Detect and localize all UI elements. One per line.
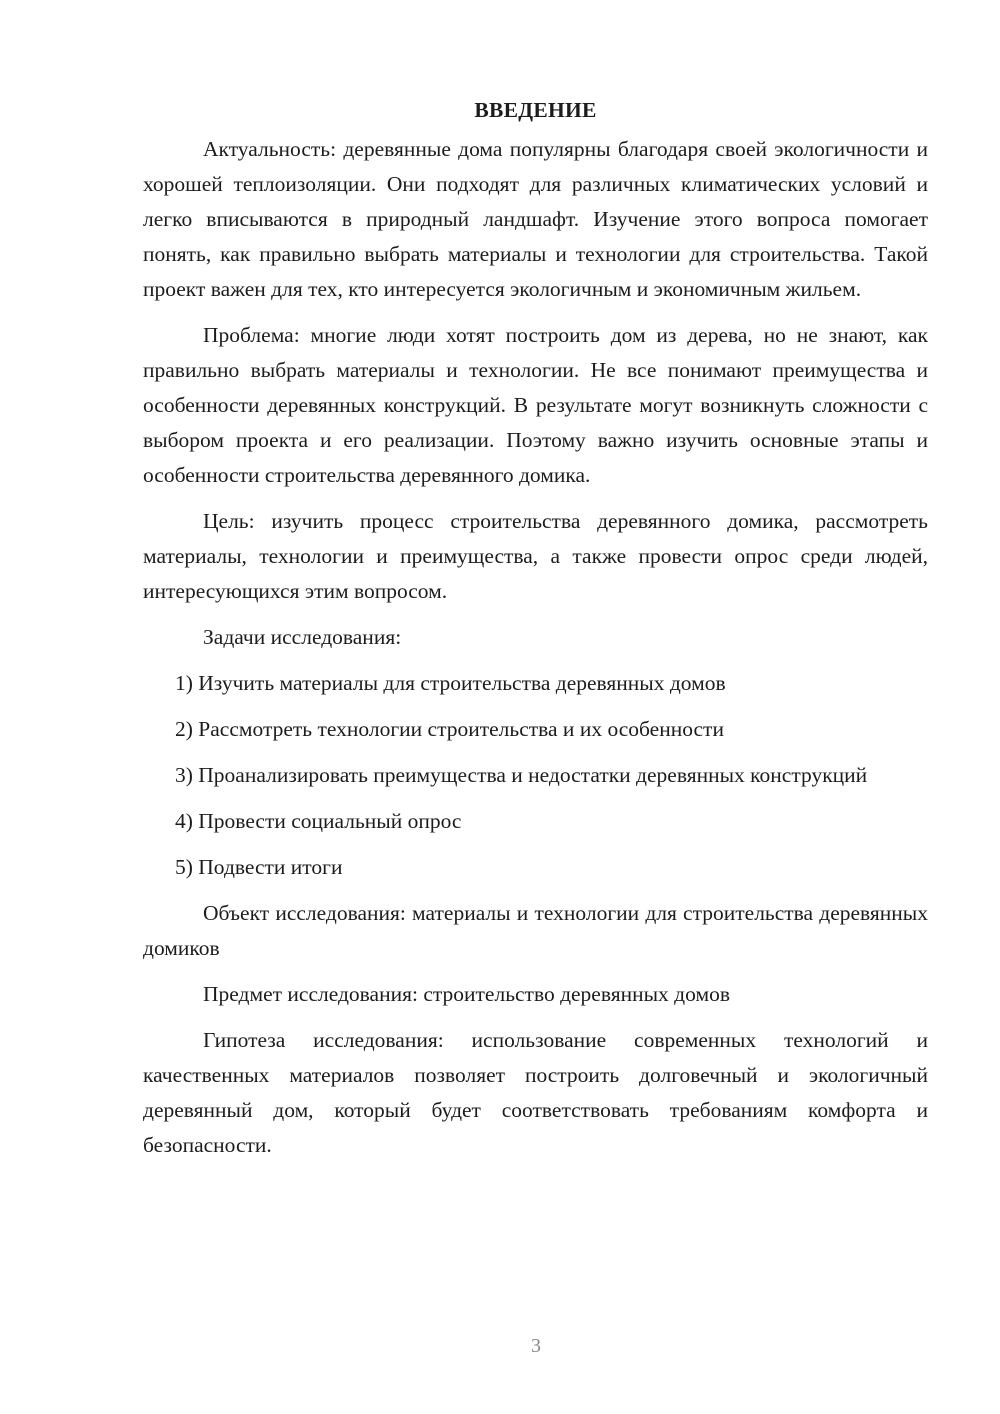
list-item: 3) Проанализировать преимущества и недостатки деревянных конструкций bbox=[175, 763, 868, 787]
tasks-heading: Задачи исследования: bbox=[203, 625, 402, 649]
object-paragraph: Объект исследования: материалы и технологии для строительства деревянных домиков bbox=[143, 901, 928, 960]
list-item: 4) Провести социальный опрос bbox=[175, 809, 462, 833]
problem-paragraph: Проблема: многие люди хотят построить дом из дерева, но не знают, как правильно выбрать материалы и технологии. Не все понимают преимущества и особенности деревянных конструкций. В результате могут возникнуть сложности с выбором проекта и его реализации. Поэтому важно изучить основные этапы и особенности строительства деревянного домика. bbox=[143, 323, 928, 487]
list-item: 2) Рассмотреть технологии строительства и их особенности bbox=[175, 717, 724, 741]
hypothesis-paragraph: Гипотеза исследования: использование современных технологий и качественных материалов позволяет построить долговечный и экологичный деревянный дом, который будет соответствовать требованиям комфорта и безопасности. bbox=[143, 1028, 928, 1157]
goal-paragraph: Цель: изучить процесс строительства деревянного домика, рассмотреть материалы, технологии и преимущества, а также провести опрос среди людей, интересующихся этим вопросом. bbox=[143, 509, 928, 603]
list-item: 5) Подвести итоги bbox=[175, 855, 343, 879]
document-body bbox=[143, 96, 928, 1174]
relevance-paragraph: Актуальность: деревянные дома популярны благодаря своей экологичности и хорошей теплоизоляции. Они подходят для различных климатических условий и легко вписываются в природный ландшафт. Изучение этого вопроса помогает понять, как правильно выбрать материалы и технологии для строительства. Такой проект важен для тех, кто интересуется экологичным и экономичным жильем. bbox=[143, 137, 928, 301]
tasks-list bbox=[143, 666, 928, 885]
subject-paragraph: Предмет исследования: строительство деревянных домов bbox=[203, 982, 730, 1006]
page-number: 3 bbox=[531, 1335, 541, 1357]
page-title: ВВЕДЕНИЕ bbox=[474, 98, 597, 122]
list-item: 1) Изучить материалы для строительства деревянных домов bbox=[175, 671, 726, 695]
